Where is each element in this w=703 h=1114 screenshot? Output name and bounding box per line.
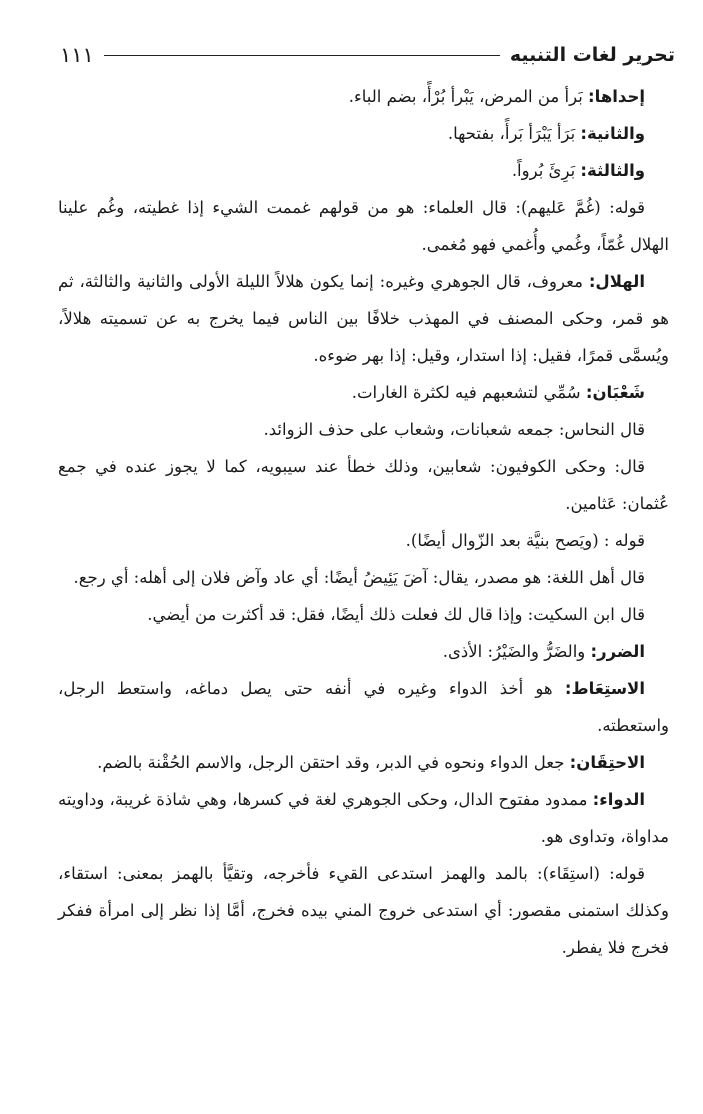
paragraph-text: والضَرُّ والضَيْرُ: الأذى. (442, 642, 591, 661)
paragraph-text: جعل الدواء ونحوه في الدبر، وقد احتقن الرجل، والاسم الحُقْنة بالضم. (97, 753, 570, 772)
page-number: ١١١ (60, 43, 94, 67)
paragraph-text: قوله : (ويَصح بنيَّة بعد الزّوال أيضًا). (405, 531, 645, 550)
running-title: تحرير لغات التنبيه (509, 44, 675, 66)
paragraph-text: ممدود مفتوح الدال، وحكى الجوهري لغة في كسرها، وهي شاذة غريبة، وداويته مداواة، وتداوى هو. (58, 790, 669, 846)
paragraph-text: هو أخذ الدواء وغيره في أنفه حتى يصل دماغه، واستعط الرجل، واستعطته. (58, 679, 669, 735)
paragraph-3 (58, 152, 669, 189)
paragraph-14 (58, 744, 669, 781)
paragraph-6 (58, 374, 669, 411)
term-heading: الدواء: (592, 790, 645, 809)
paragraph-7 (58, 411, 669, 448)
term-heading: شَعْبَان: (585, 383, 645, 402)
term-heading: إحداها: (588, 87, 645, 106)
paragraph-10 (58, 559, 669, 596)
paragraph-15 (58, 781, 669, 855)
running-header (60, 38, 675, 72)
paragraph-2 (58, 115, 669, 152)
paragraph-5 (58, 263, 669, 374)
paragraph-text: قال أهل اللغة: هو مصدر، يقال: آضَ يَئِيضُ أيضًا: أي عاد وآض فلان إلى أهله: أي رجع. (73, 568, 645, 587)
paragraph-text: بَرأ من المرض، يَبْرأ بُرْأً، بضم الباء. (348, 87, 589, 106)
term-heading: والثانية: (580, 124, 645, 143)
paragraph-8 (58, 448, 669, 522)
term-heading: الضرر: (590, 642, 645, 661)
paragraph-text: قوله: (غُمَّ عَليهم): قال العلماء: هو من قولهم غممت الشيء إذا غطيته، وغُم علينا الهلال غُمّاً، وغُمي وأُغمي فهو مُغمى. (58, 198, 669, 254)
paragraph-16 (58, 855, 669, 966)
paragraph-4 (58, 189, 669, 263)
paragraph-text: قوله: (استِقَاء): بالمد والهمز استدعى القيء فأخرجه، وتقيَّأ بالهمز بمعنى: استقاء، وكذلك استمنى مقصور: أي استدعى خروج المني بيده فخرج، أمَّا إذا نظر إلى امرأة ففكر فخرج فلا يفطر. (58, 864, 669, 957)
paragraph-text: بَرَأ يَبْرَأ بَرأً، بفتحها. (447, 124, 581, 143)
paragraph-9 (58, 522, 669, 559)
term-heading: الهلال: (588, 272, 645, 291)
paragraph-13 (58, 670, 669, 744)
paragraph-text: معروف، قال الجوهري وغيره: إنما يكون هلالاً الليلة الأولى والثانية والثالثة، ثم هو قمر، وحكى المصنف في المهذب خلافًا بين الناس فيما يخرج به عن تسميته هلالاً، ويُسمَّى قمرًا، فقيل: إذا استدار، وقيل: إذا بهر ضوءه. (58, 272, 669, 365)
paragraph-1 (58, 78, 669, 115)
paragraph-12 (58, 633, 669, 670)
paragraph-text: قال: وحكى الكوفيون: شعابين، وذلك خطأ عند سيبويه، كما لا يجوز عنده في جمع عُثمان: عَثامين. (58, 457, 669, 513)
paragraph-11 (58, 596, 669, 633)
term-heading: الاستِعَاط: (564, 679, 645, 698)
paragraph-text: بَرِئَ بُرواً. (511, 161, 581, 180)
term-heading: والثالثة: (580, 161, 645, 180)
term-heading: الاحتِقَان: (569, 753, 645, 772)
paragraph-text: قال ابن السكيت: وإذا قال لك فعلت ذلك أيضًا، فقل: قد أكثرت من أيضي. (147, 605, 645, 624)
page-body (58, 78, 669, 966)
header-rule (104, 55, 500, 56)
paragraph-text: سُمِّي لتشعبهم فيه لكثرة الغارات. (351, 383, 586, 402)
paragraph-text: قال النحاس: جمعه شعبانات، وشعاب على حذف الزوائد. (263, 420, 645, 439)
